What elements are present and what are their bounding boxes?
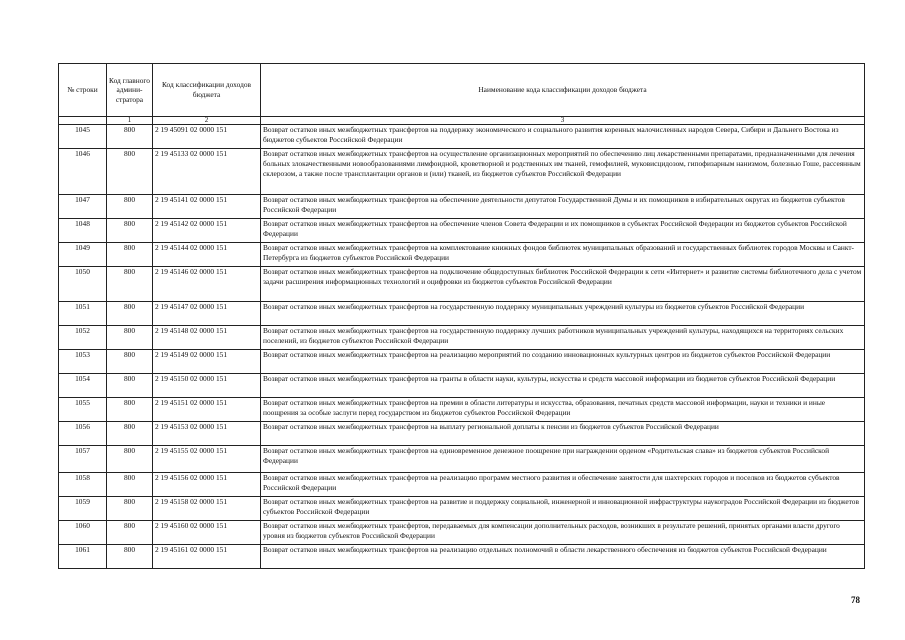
classification-code-cell: 2 19 45161 02 0000 151 [153, 545, 261, 569]
table-header-row [59, 64, 865, 117]
table-row [59, 302, 865, 326]
row-number-cell: 1061 [59, 545, 107, 569]
classification-code-cell: 2 19 45133 02 0000 151 [153, 149, 261, 195]
column-number: 2 [153, 117, 261, 125]
admin-code-cell: 800 [107, 125, 153, 149]
table-row [59, 125, 865, 149]
admin-code-cell: 800 [107, 497, 153, 521]
classification-code-cell: 2 19 45091 02 0000 151 [153, 125, 261, 149]
row-number-cell: 1056 [59, 422, 107, 446]
row-number-cell: 1052 [59, 326, 107, 350]
code-name-cell: Возврат остатков иных межбюджетных трансфертов на подключение общедоступных библиотек Российской Федерации к сети «Интернет» и развитие системы библиотечного дела с учетом задачи расширения информационных технологий и оцифровки из бюджетов субъектов Российской Федерации [261, 267, 865, 302]
classification-code-cell: 2 19 45144 02 0000 151 [153, 243, 261, 267]
classification-code-cell: 2 19 45156 02 0000 151 [153, 473, 261, 497]
classification-code-cell: 2 19 45147 02 0000 151 [153, 302, 261, 326]
classification-code-cell: 2 19 45160 02 0000 151 [153, 521, 261, 545]
code-name-cell: Возврат остатков иных межбюджетных трансфертов на премии в области литературы и искусства, образования, печатных средств массовой информации, науки и техники и иные поощрения за особые заслуги перед государством из бюджетов субъектов Российской Федерации [261, 398, 865, 422]
admin-code-cell: 800 [107, 267, 153, 302]
classification-code-cell: 2 19 45155 02 0000 151 [153, 446, 261, 473]
code-name-cell: Возврат остатков иных межбюджетных трансфертов на выплату региональной доплаты к пенсии из бюджетов субъектов Российской Федерации [261, 422, 865, 446]
table-row [59, 473, 865, 497]
column-number-row [59, 117, 865, 125]
code-name-cell: Возврат остатков иных межбюджетных трансфертов на обеспечение членов Совета Федерации и их помощников в субъектах Российской Федерации из бюджетов субъектов Российской Федерации [261, 219, 865, 243]
table-row [59, 446, 865, 473]
admin-code-cell: 800 [107, 473, 153, 497]
code-name-cell: Возврат остатков иных межбюджетных трансфертов на обеспечение деятельности депутатов Государственной Думы и их помощников в избирательных округах из бюджетов субъектов Российской Федерации [261, 195, 865, 219]
column-number: 1 [107, 117, 153, 125]
table-row [59, 195, 865, 219]
row-number-cell: 1053 [59, 350, 107, 374]
table-row [59, 267, 865, 302]
income-classification-table [58, 63, 865, 569]
table-body [59, 125, 865, 569]
admin-code-cell: 800 [107, 149, 153, 195]
row-number-cell: 1055 [59, 398, 107, 422]
code-name-cell: Возврат остатков иных межбюджетных трансфертов на развитие и поддержку социальной, инженерной и инновационной инфраструктуры наукоградов Российской Федерации из бюджетов субъектов Российской Федерации [261, 497, 865, 521]
table-row [59, 326, 865, 350]
admin-code-cell: 800 [107, 398, 153, 422]
admin-code-cell: 800 [107, 326, 153, 350]
admin-code-cell: 800 [107, 446, 153, 473]
classification-code-cell: 2 19 45149 02 0000 151 [153, 350, 261, 374]
row-number-cell: 1048 [59, 219, 107, 243]
classification-code-cell: 2 19 45153 02 0000 151 [153, 422, 261, 446]
row-number-cell: 1047 [59, 195, 107, 219]
admin-code-cell: 800 [107, 521, 153, 545]
admin-code-cell: 800 [107, 545, 153, 569]
row-number-cell: 1050 [59, 267, 107, 302]
code-name-cell: Возврат остатков иных межбюджетных трансфертов на осуществление организационных мероприятий по обеспечению лиц лекарственными препаратами, предназначенными для лечения больных злокачественными новообразованиями лимфоидной, кроветворной и родственных им тканей, гемофилией, муковисцидозом, гипофизарным нанизмом, болезнью Гоше, рассеянным склерозом, а также после трансплантации органов и (или) тканей, из бюджетов субъектов Российской Федерации [261, 149, 865, 195]
classification-code-cell: 2 19 45151 02 0000 151 [153, 398, 261, 422]
row-number-cell: 1049 [59, 243, 107, 267]
code-name-cell: Возврат остатков иных межбюджетных трансфертов на комплектование книжных фондов библиотек муниципальных образований и государственных библиотек городов Москвы и Санкт-Петербурга из бюджетов субъектов Российской Федерации [261, 243, 865, 267]
admin-code-cell: 800 [107, 350, 153, 374]
code-name-cell: Возврат остатков иных межбюджетных трансфертов на единовременное денежное поощрение при награждении орденом «Родительская слава» из бюджетов субъектов Российской Федерации [261, 446, 865, 473]
row-number-cell: 1059 [59, 497, 107, 521]
table-row [59, 243, 865, 267]
code-name-cell: Возврат остатков иных межбюджетных трансфертов на государственную поддержку лучших работников муниципальных учреждений культуры, находящихся на территориях сельских поселений, из бюджетов субъектов Российской Федерации [261, 326, 865, 350]
page-number: 78 [851, 595, 860, 605]
table-row [59, 374, 865, 398]
header-admin-code: Код главного админи-стратора [107, 64, 153, 117]
table-row [59, 398, 865, 422]
code-name-cell: Возврат остатков иных межбюджетных трансфертов на государственную поддержку муниципальных учреждений культуры из бюджетов субъектов Российской Федерации [261, 302, 865, 326]
admin-code-cell: 800 [107, 219, 153, 243]
classification-code-cell: 2 19 45141 02 0000 151 [153, 195, 261, 219]
row-number-cell: 1057 [59, 446, 107, 473]
row-number-cell: 1060 [59, 521, 107, 545]
admin-code-cell: 800 [107, 374, 153, 398]
table-row [59, 422, 865, 446]
row-number-cell: 1058 [59, 473, 107, 497]
code-name-cell: Возврат остатков иных межбюджетных трансфертов на поддержку экономического и социального развития коренных малочисленных народов Севера, Сибири и Дальнего Востока из бюджетов субъектов Российской Федерации [261, 125, 865, 149]
header-classification-code: Код классификации доходов бюджета [153, 64, 261, 117]
table-row [59, 545, 865, 569]
classification-code-cell: 2 19 45146 02 0000 151 [153, 267, 261, 302]
header-code-name: Наименование кода классификации доходов бюджета [261, 64, 865, 117]
admin-code-cell: 800 [107, 195, 153, 219]
column-number: 3 [261, 117, 865, 125]
column-number [59, 117, 107, 125]
classification-code-cell: 2 19 45158 02 0000 151 [153, 497, 261, 521]
table-row [59, 497, 865, 521]
code-name-cell: Возврат остатков иных межбюджетных трансфертов на гранты в области науки, культуры, искусства и средств массовой информации из бюджетов субъектов Российской Федерации [261, 374, 865, 398]
row-number-cell: 1046 [59, 149, 107, 195]
code-name-cell: Возврат остатков иных межбюджетных трансфертов на реализацию программ местного развития и обеспечение занятости для шахтерских городов и поселков из бюджетов субъектов Российской Федерации [261, 473, 865, 497]
code-name-cell: Возврат остатков иных межбюджетных трансфертов, передаваемых для компенсации дополнительных расходов, возникших в результате решений, принятых органами власти другого уровня из бюджетов субъектов Российской Федерации [261, 521, 865, 545]
table-row [59, 219, 865, 243]
code-name-cell: Возврат остатков иных межбюджетных трансфертов на реализацию отдельных полномочий в области лекарственного обеспечения из бюджетов субъектов Российской Федерации [261, 545, 865, 569]
classification-code-cell: 2 19 45150 02 0000 151 [153, 374, 261, 398]
admin-code-cell: 800 [107, 243, 153, 267]
table-row [59, 350, 865, 374]
header-row-number: № строки [59, 64, 107, 117]
row-number-cell: 1045 [59, 125, 107, 149]
table-row [59, 149, 865, 195]
table-row [59, 521, 865, 545]
classification-code-cell: 2 19 45148 02 0000 151 [153, 326, 261, 350]
admin-code-cell: 800 [107, 422, 153, 446]
code-name-cell: Возврат остатков иных межбюджетных трансфертов на реализацию мероприятий по созданию инновационных культурных центров из бюджетов субъектов Российской Федерации [261, 350, 865, 374]
row-number-cell: 1054 [59, 374, 107, 398]
row-number-cell: 1051 [59, 302, 107, 326]
classification-code-cell: 2 19 45142 02 0000 151 [153, 219, 261, 243]
admin-code-cell: 800 [107, 302, 153, 326]
